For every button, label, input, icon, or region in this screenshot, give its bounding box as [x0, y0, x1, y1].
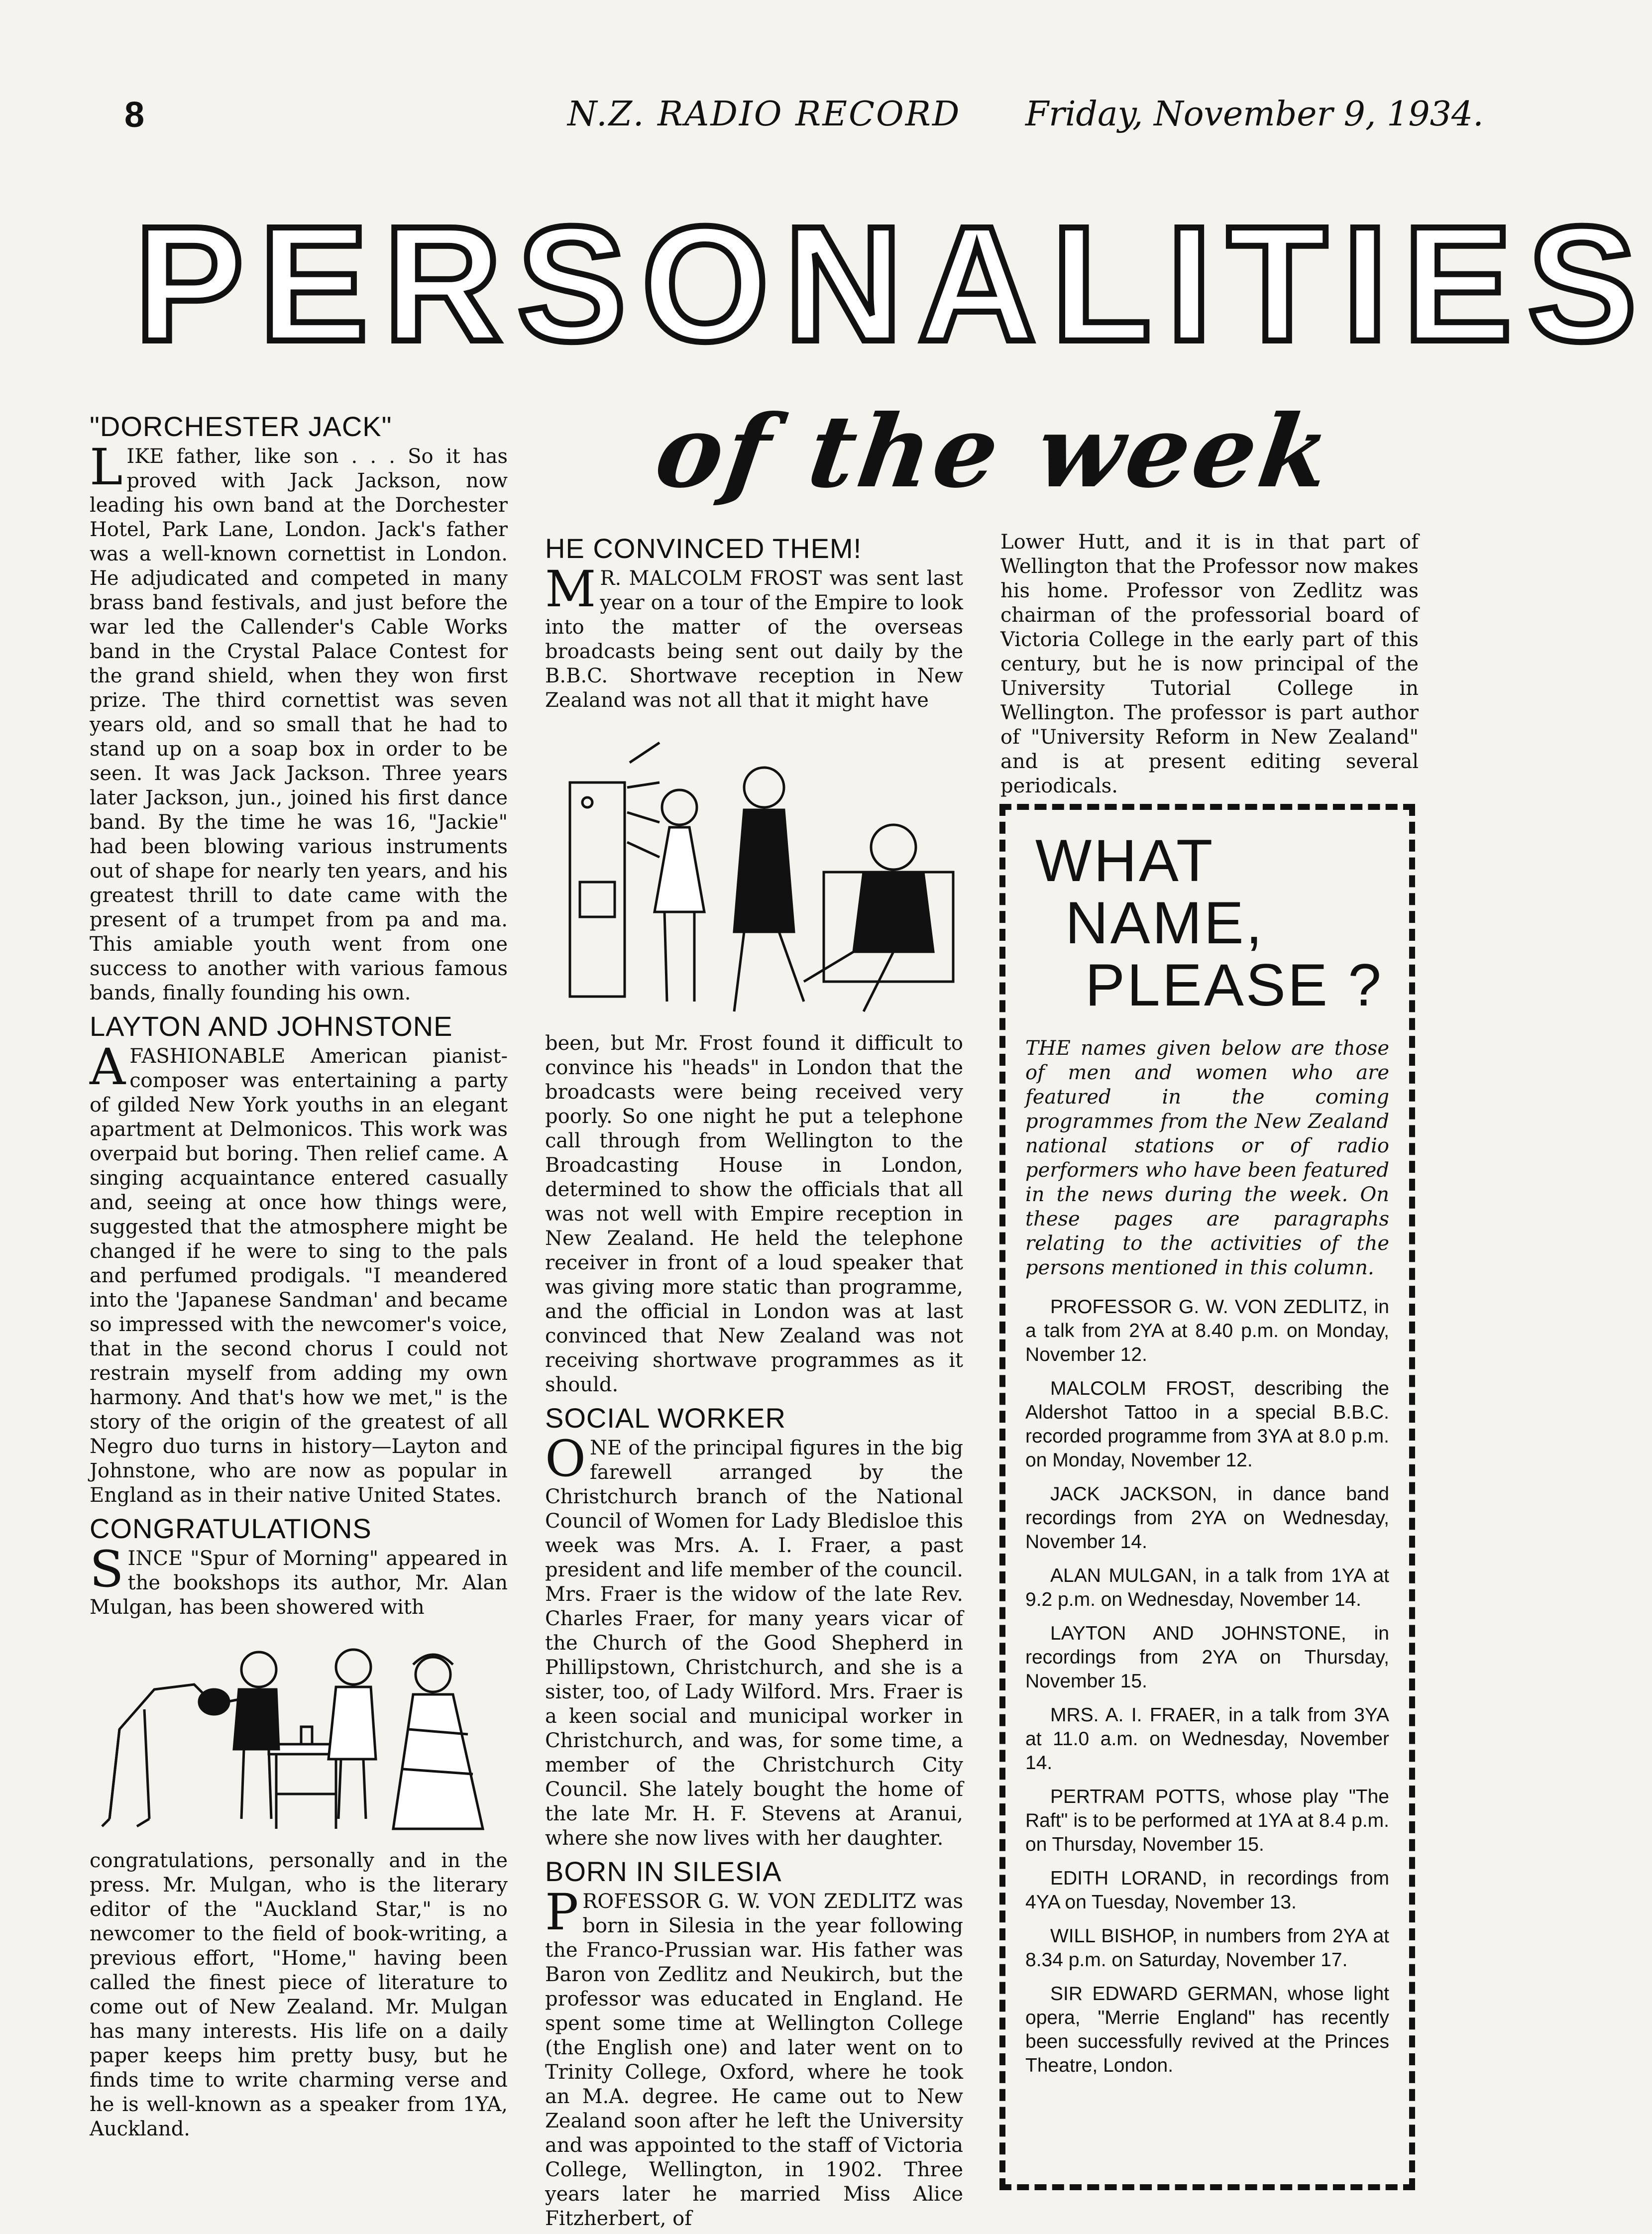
article-body-silesia: [545, 1883, 963, 2231]
dropcap: A: [90, 1038, 126, 1096]
dropcap: P: [545, 1883, 579, 1941]
article-body-dorchester: [90, 438, 508, 1005]
dropcap: S: [90, 1540, 124, 1598]
listing-entry: PERTRAM POTTS, whose play "The Raft" is to be performed at 1YA at 8.4 p.m. on Thursday, November 15.: [1025, 1786, 1389, 1855]
article-body-silesia-continued: Lower Hutt, and it is in that part of Wellington that the Professor now makes his home. Professor von Zedlitz was chairman of the professorial board of Victoria College in the early part of this century, but he is now principal of the University Tutorial College in Wellington. The professor is part author of "University Reform in New Zealand" and is at present editing several periodicals.: [1000, 531, 1419, 797]
article-text: FASHIONABLE American pianist-composer was entertaining a party of gilded New York youths in an elegant apartment at Delmonicos. This work was overpaid but boring. Then relief came. A singing acquaintance entered casually and, seeing at once how things were, suggested that the atmosphere might be changed if he were to sing to the pals and perfumed prodigals. "I meandered into the 'Japanese Sandman' and became so impressed with the newcomer's voice, that in the second chorus I could not restrain myself from adding my own harmony. And that's how we met," is the story of the origin of the greatest of all Negro duo turns in history—Layton and Johnstone, who are now as popular in England as in their native United States.: [90, 1045, 508, 1507]
masthead: [134, 192, 1652, 388]
article-heading-silesia: BORN IN SILESIA: [545, 1856, 782, 1887]
dropcap: L: [90, 438, 123, 496]
page-header: [0, 95, 1500, 149]
article-text: IKE father, like son . . . So it has proved with Jack Jackson, now leading his own band at the Dorchester Hotel, Park Lane, London. Jack's father was a well-known cornettist in London. He adjudicated and competed in many brass band festivals, and just before the war led the Callender's Cable Works band in the Crystal Palace Contest for the grand shield, when they won first prize. The third cornettist was seven years old, and so small that he had to stand up on a soap box in order to be seen. It was Jack Jackson. Three years later Jackson, jun., joined his first dance band. By the time he was 16, "Jackie" had been blowing various instruments out of shape for nearly ten years, and his greatest thrill to date came with the present of a trumpet from pa and ma. This amiable youth went from one success to another with various famous bands, finally founding his own.: [90, 445, 508, 1005]
listing-entry: EDITH LORAND, in recordings from 4YA on Tuesday, November 13.: [1025, 1868, 1389, 1913]
listing-entry: WILL BISHOP, in numbers from 2YA at 8.34 p.m. on Saturday, November 17.: [1025, 1925, 1389, 1971]
article-body-congratulations: [90, 1540, 508, 1620]
listing-entry: JACK JACKSON, in dance band recordings from 2YA on Wednesday, November 14.: [1025, 1483, 1389, 1553]
listing-entry: LAYTON AND JOHNSTONE, in recordings from 2YA on Thursday, November 15.: [1025, 1623, 1389, 1692]
masthead-title: PERSONALITIES: [134, 192, 1652, 375]
listing-entry: PROFESSOR G. W. VON ZEDLITZ, in a talk from 2YA at 8.40 p.m. on Monday, November 12.: [1025, 1296, 1389, 1365]
issue-date: Friday, November 9, 1934.: [1025, 95, 1484, 134]
column-right: [1000, 530, 1419, 801]
article-body-layton: [90, 1038, 508, 1508]
box-title: [1025, 827, 1389, 1018]
article-text: INCE "Spur of Morning" appeared in the bookshops its author, Mr. Alan Mulgan, has been showered with: [90, 1547, 508, 1619]
page-number: 8: [124, 95, 145, 135]
cartoon-congratulations-illustration: [90, 1630, 508, 1839]
listing-entry: MALCOLM FROST, describing the Aldershot Tattoo in a special B.B.C. recorded programme from 3YA at 8.0 p.m. on Monday, November 12.: [1025, 1378, 1389, 1471]
article-heading-dorchester: "DORCHESTER JACK": [90, 411, 392, 442]
article-text: NE of the principal figures in the big farewell arranged by the Christchurch branch of the National Council of Women for Lady Bledisloe this week was Mrs. A. I. Fraer, a past president and life member of the council. Mrs. Fraer is the widow of the late Rev. Charles Fraer, for many years vicar of the Church of the Good Shepherd in Phillipstown, Christchurch, and she is a sister, too, of Lady Wilford. Mrs. Fraer is a keen social and municipal worker in Christchurch, and was, for some time, a member of the Christchurch City Council. She lately bought the home of the late Mr. H. F. Stevens at Aranui, where she now lives with her daughter.: [545, 1437, 963, 1850]
dropcap: M: [545, 560, 596, 618]
article-text: ROFESSOR G. W. VON ZEDLITZ was born in Silesia in the year following the Franco-Prussian war. His father was Baron von Zedlitz and Neukirch, but the professor was educated in England. He spent some time at Wellington College (the English one) and later went on to Trinity College, Oxford, where he took an M.A. degree. He came out to New Zealand soon after he left the University and was appointed to the staff of Victoria College, Wellington, in 1902. Three years later he married Miss Alice Fitzherbert, of: [545, 1890, 963, 2230]
dropcap: O: [545, 1430, 586, 1488]
cartoon-radio-listeners-illustration: [545, 723, 963, 1021]
listing-entry: SIR EDWARD GERMAN, whose light opera, "Merrie England" has recently been successfully revived at the Princes Theatre, London.: [1025, 1983, 1389, 2076]
article-body-convinced-continued: been, but Mr. Frost found it difficult to convince his "heads" in London that the broadcasts were being received very poorly. So one night he put a telephone call through from Wellington to the Broadcasting House in London, determined to show the officials that all was not well with Empire reception in New Zealand. He held the telephone receiver in front of a loud speaker that was giving more static than programme, and the official in London was at last convinced that New Zealand was not receiving shortwave programmes as it should.: [545, 1032, 963, 1396]
column-middle: [545, 528, 963, 2234]
article-heading-congratulations: CONGRATULATIONS: [90, 1513, 372, 1544]
box-title-line: NAME,: [1065, 890, 1265, 956]
column-left: [90, 406, 508, 2144]
article-body-convinced: [545, 560, 963, 713]
article-heading-convinced: HE CONVINCED THEM!: [545, 533, 862, 564]
article-heading-layton: LAYTON AND JOHNSTONE: [90, 1010, 453, 1042]
box-intro: THE names given below are those of men and women who are featured in the coming programmes from the New Zealand national stations or of radio performers who have been featured in the news during the week. On these pages are paragraphs relating to the activities of the persons mentioned in this column.: [1025, 1037, 1389, 1279]
article-heading-social: SOCIAL WORKER: [545, 1402, 786, 1434]
box-title-line: WHAT: [1035, 827, 1215, 894]
what-name-please-box: [999, 804, 1415, 2190]
article-body-social: [545, 1430, 963, 1851]
paper-name: N.Z. RADIO RECORD: [567, 95, 961, 134]
masthead-subtitle: of the week: [649, 393, 1340, 510]
listing-entry: MRS. A. I. FRAER, in a talk from 3YA at 11.0 a.m. on Wednesday, November 14.: [1025, 1704, 1389, 1774]
box-title-line: PLEASE ?: [1085, 952, 1384, 1018]
article-text: R. MALCOLM FROST was sent last year on a tour of the Empire to look into the matter of the overseas broadcasts being sent out daily by the B.B.C. Shortwave reception in New Zealand was not all that it might have: [545, 567, 963, 712]
article-body-congratulations-continued: congratulations, personally and in the press. Mr. Mulgan, who is the literary editor of the "Auckland Star," is no newcomer to the field of book-writing, a previous effort, "Home," having been called the finest piece of literature to come out of New Zealand. Mr. Mulgan has many interests. His life on a daily paper keeps him pretty busy, but he finds time to write charming verse and he is well-known as a speaker from 1YA, Auckland.: [90, 1849, 508, 2140]
listing-entry: ALAN MULGAN, in a talk from 1YA at 9.2 p.m. on Wednesday, November 14.: [1025, 1565, 1389, 1610]
